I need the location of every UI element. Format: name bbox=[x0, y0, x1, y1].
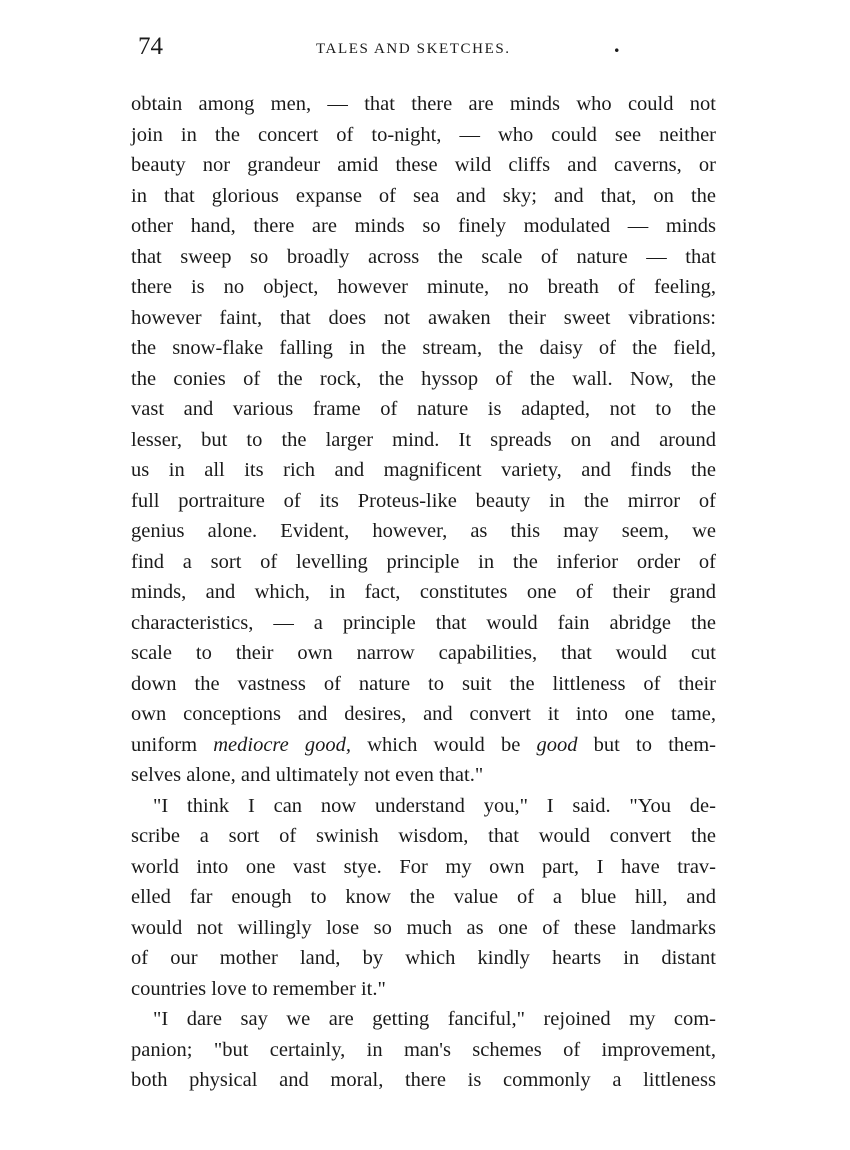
text-line: join in the concert of to-night, — who could see neither bbox=[131, 123, 716, 146]
text-line: down the vastness of nature to suit the littleness of their bbox=[131, 672, 716, 695]
text-line: characteristics, — a principle that would fain abridge the bbox=[131, 611, 716, 634]
text-line: obtain among men, — that there are minds who could not bbox=[131, 93, 716, 115]
text-line: find a sort of levelling principle in the inferior order of bbox=[131, 550, 716, 573]
text-line: vast and various frame of nature is adapted, not to the bbox=[131, 398, 716, 420]
text-line: countries love to remember it." bbox=[131, 977, 386, 1000]
paragraph-1 bbox=[131, 89, 716, 791]
body-text bbox=[131, 89, 716, 1096]
paragraph-2 bbox=[131, 791, 716, 1005]
text-run: uniform bbox=[131, 733, 214, 756]
text-line: of our mother land, by which kindly hearts in distant bbox=[131, 947, 716, 969]
text-run: which would be bbox=[351, 733, 537, 756]
text-line: the snow-flake falling in the stream, the daisy of the field, bbox=[131, 337, 716, 359]
text-line: the conies of the rock, the hyssop of the wall. Now, the bbox=[131, 367, 716, 390]
text-line: "I dare say we are getting fanciful," rejoined my com- bbox=[153, 1008, 716, 1030]
page-header bbox=[138, 32, 718, 62]
text-line: in that glorious expanse of sea and sky; and that, on the bbox=[131, 184, 716, 207]
text-line: there is no object, however minute, no breath of feeling, bbox=[131, 276, 716, 298]
text-line: other hand, there are minds so finely modulated — minds bbox=[131, 215, 716, 237]
text-run: but to them- bbox=[577, 733, 717, 756]
text-line: genius alone. Evident, however, as this may seem, we bbox=[131, 520, 716, 542]
text-line-with-italics bbox=[131, 730, 716, 761]
text-line: would not willingly lose so much as one of these landmarks bbox=[131, 916, 716, 939]
text-line: beauty nor grandeur amid these wild cliffs and caverns, or bbox=[131, 154, 716, 176]
text-line: selves alone, and ultimately not even that." bbox=[131, 764, 484, 786]
page-number: 74 bbox=[138, 33, 163, 60]
text-line: lesser, but to the larger mind. It spreads on and around bbox=[131, 428, 716, 451]
running-head: TALES AND SKETCHES. bbox=[316, 41, 511, 57]
text-line: scale to their own narrow capabilities, that would cut bbox=[131, 642, 716, 664]
text-line: own conceptions and desires, and convert it into one tame, bbox=[131, 703, 716, 725]
text-line: world into one vast stye. For my own part, I have trav- bbox=[131, 855, 716, 878]
text-line: elled far enough to know the value of a blue hill, and bbox=[131, 886, 716, 908]
header-ornament: . bbox=[614, 32, 620, 57]
text-line: however faint, that does not awaken their sweet vibrations: bbox=[131, 306, 716, 329]
italic-phrase: mediocre good, bbox=[213, 733, 352, 756]
text-line: both physical and moral, there is commonly a littleness bbox=[131, 1069, 716, 1091]
text-line: minds, and which, in fact, constitutes one of their grand bbox=[131, 581, 716, 603]
italic-word: good bbox=[536, 733, 578, 756]
text-line: full portraiture of its Proteus-like beauty in the mirror of bbox=[131, 489, 716, 512]
paragraph-3 bbox=[131, 1004, 716, 1096]
text-line: scribe a sort of swinish wisdom, that would convert the bbox=[131, 825, 716, 847]
text-line: panion; "but certainly, in man's schemes of improvement, bbox=[131, 1038, 716, 1061]
text-line: that sweep so broadly across the scale of nature — that bbox=[131, 245, 716, 268]
text-line: us in all its rich and magnificent variety, and finds the bbox=[131, 459, 716, 481]
text-line: "I think I can now understand you," I said. "You de- bbox=[153, 794, 716, 817]
